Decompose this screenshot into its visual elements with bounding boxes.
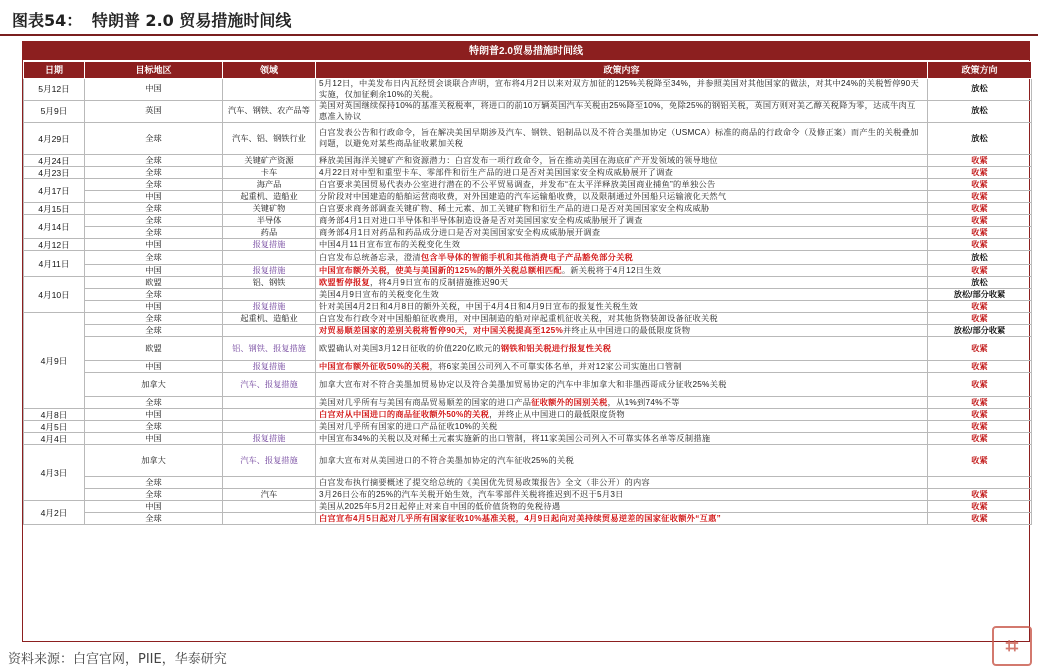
cell-direction: 收紧	[928, 445, 1032, 477]
cell-date: 4月24日	[24, 155, 85, 167]
cell-direction: 放松	[928, 123, 1032, 155]
cell-direction: 收紧	[928, 397, 1032, 409]
cell-date: 4月15日	[24, 203, 85, 215]
cell-field	[223, 251, 316, 265]
content-text: 针对美国4月2日和4月8日的额外关税，中国于4月4日和4月9日宣布的报复性关税生效	[319, 301, 638, 311]
cell-field	[223, 501, 316, 513]
cell-date: 4月14日	[24, 215, 85, 239]
cell-region: 全球	[85, 203, 223, 215]
cell-date: 4月29日	[24, 123, 85, 155]
header-row	[24, 62, 1032, 79]
cell-region: 全球	[85, 313, 223, 325]
content-text: 加拿大宣布对不符合美墨加贸易协定以及符合美墨加贸易协定的汽车中非加拿大和非墨西哥成分征收25%关税	[319, 379, 727, 389]
table-row	[24, 167, 1032, 179]
content-text: ，从1%到74%不等	[607, 397, 680, 407]
cell-direction: 放松	[928, 79, 1032, 101]
cell-policy-content	[316, 203, 928, 215]
cell-policy-content	[316, 477, 928, 489]
cell-direction: 放松	[928, 101, 1032, 123]
cell-field	[223, 289, 316, 301]
cell-policy-content	[316, 445, 928, 477]
cell-direction: 收紧	[928, 179, 1032, 191]
cell-direction: 收紧	[928, 301, 1032, 313]
cell-policy-content	[316, 325, 928, 337]
cell-field: 汽车、报复措施	[223, 445, 316, 477]
cell-region: 全球	[85, 123, 223, 155]
content-text: 加拿大宣布对从美国进口的不符合美墨加协定的汽车征收25%的关税	[319, 455, 574, 465]
cell-field	[223, 421, 316, 433]
cell-policy-content	[316, 433, 928, 445]
cell-date: 4月9日	[24, 313, 85, 409]
cell-policy-content	[316, 227, 928, 239]
highlighted-text: 白宫宣布4月5日起对几乎所有国家征收10%基准关税，4月9日起向对美持续贸易逆差的国家征收额外“互惠”	[319, 513, 721, 523]
cell-policy-content	[316, 409, 928, 421]
cell-date: 4月5日	[24, 421, 85, 433]
cell-field	[223, 397, 316, 409]
cell-field: 海产品	[223, 179, 316, 191]
table-row	[24, 227, 1032, 239]
col-header-direction: 政策方向	[928, 62, 1032, 79]
figure-header	[0, 0, 1038, 36]
content-text: 分阶段对中国建造的船舶运营商收费，对外国建造的汽车运输船收费，以及限制通过外国船只运输液化天然气	[319, 191, 727, 201]
table-row	[24, 101, 1032, 123]
cell-field	[223, 477, 316, 489]
highlighted-text: 中国宣布额外关税，使美与美国新的125%的额外关税总额相匹配	[319, 265, 562, 275]
col-header-field: 领域	[223, 62, 316, 79]
cell-date: 5月12日	[24, 79, 85, 101]
cell-region: 全球	[85, 325, 223, 337]
content-text: 中国4月11日宣布宣布的关税变化生效	[319, 239, 461, 249]
cell-direction: 收紧	[928, 215, 1032, 227]
table-row	[24, 409, 1032, 421]
content-text: 白宫发表公告和行政命令，旨在解决美国早期涉及汽车、钢铁、铝制品以及不符合美墨加协定（USMCA）标准的商品的行政命令（及修正案）而产生的关税叠加问题，以避免对某些商品征收累加关税	[319, 128, 919, 148]
cell-region: 加拿大	[85, 445, 223, 477]
table-row	[24, 477, 1032, 489]
cell-policy-content	[316, 155, 928, 167]
table-row	[24, 123, 1032, 155]
content-text: 。新关税将于4月12日生效	[561, 265, 662, 275]
cell-field: 报复措施	[223, 301, 316, 313]
cell-direction: 收紧	[928, 433, 1032, 445]
cell-direction: 收紧	[928, 227, 1032, 239]
cell-policy-content	[316, 239, 928, 251]
cell-region: 全球	[85, 215, 223, 227]
cell-date: 4月10日	[24, 277, 85, 313]
cell-direction	[928, 477, 1032, 489]
cell-field: 报复措施	[223, 433, 316, 445]
cell-region: 全球	[85, 167, 223, 179]
content-text: 美国4月9日宣布的关税变化生效	[319, 289, 440, 299]
cell-region: 中国	[85, 265, 223, 277]
highlighted-text: 征收额外的国别关税	[531, 397, 608, 407]
cell-region: 中国	[85, 433, 223, 445]
cell-field	[223, 79, 316, 101]
cell-field: 关键矿产资源	[223, 155, 316, 167]
table-row	[24, 215, 1032, 227]
table-row	[24, 433, 1032, 445]
cell-policy-content	[316, 179, 928, 191]
watermark-stamp: ⌗	[992, 626, 1032, 666]
table-caption: 特朗普2.0贸易措施时间线	[23, 42, 1029, 61]
cell-region: 全球	[85, 227, 223, 239]
cell-direction: 收紧	[928, 373, 1032, 397]
cell-field: 报复措施	[223, 265, 316, 277]
cell-region: 中国	[85, 501, 223, 513]
table-row	[24, 191, 1032, 203]
cell-direction: 放松/部分收紧	[928, 289, 1032, 301]
content-text: 4月22日对中型和重型卡车、零部件和衍生产品的进口是否对美国国家安全构成威胁展开了调查	[319, 167, 674, 177]
cell-field: 卡车	[223, 167, 316, 179]
cell-policy-content	[316, 361, 928, 373]
highlighted-text: 对贸易顺差国家的差别关税将暂停90天，对中国关税提高至125%	[319, 325, 564, 335]
content-text: 并终止从中国进口的最低限度货物	[563, 325, 691, 335]
cell-field: 报复措施	[223, 239, 316, 251]
cell-region: 中国	[85, 239, 223, 251]
table-row	[24, 239, 1032, 251]
cell-field: 关键矿物	[223, 203, 316, 215]
cell-field	[223, 325, 316, 337]
cell-date: 4月17日	[24, 179, 85, 203]
table-row	[24, 501, 1032, 513]
cell-region: 中国	[85, 409, 223, 421]
cell-region: 全球	[85, 477, 223, 489]
table-body	[24, 79, 1032, 525]
cell-region: 全球	[85, 421, 223, 433]
cell-direction: 收紧	[928, 167, 1032, 179]
cell-date: 4月2日	[24, 501, 85, 525]
cell-region: 欧盟	[85, 337, 223, 361]
table-row	[24, 251, 1032, 265]
cell-region: 全球	[85, 513, 223, 525]
cell-direction: 收紧	[928, 421, 1032, 433]
cell-region: 全球	[85, 179, 223, 191]
highlighted-text: 欧盟暂停报复	[319, 277, 370, 287]
table-row	[24, 301, 1032, 313]
table-row	[24, 79, 1032, 101]
col-header-region: 目标地区	[85, 62, 223, 79]
table-row	[24, 361, 1032, 373]
cell-policy-content	[316, 337, 928, 361]
table-row	[24, 289, 1032, 301]
cell-direction: 收紧	[928, 361, 1032, 373]
content-text: 商务部4月1日对进口半导体和半导体制造设备是否对美国国家安全构成威胁展开了调查	[319, 215, 643, 225]
table-row	[24, 513, 1032, 525]
cell-region: 加拿大	[85, 373, 223, 397]
table-row	[24, 397, 1032, 409]
cell-policy-content	[316, 489, 928, 501]
cell-date: 4月8日	[24, 409, 85, 421]
cell-policy-content	[316, 191, 928, 203]
cell-region: 中国	[85, 79, 223, 101]
content-text: 美国对英国继续保持10%的基准关税税率，将进口的前10万辆英国汽车关税由25%降至10%，免除25%的钢铝关税，英国方则对美乙醇关税降为零，达成牛肉互惠准入协议	[319, 101, 916, 121]
cell-region: 全球	[85, 397, 223, 409]
table-row	[24, 337, 1032, 361]
cell-date: 4月23日	[24, 167, 85, 179]
policy-table-container	[22, 41, 1030, 642]
highlighted-text: 白宫对从中国进口的商品征收额外50%的关税	[319, 409, 490, 419]
cell-direction: 收紧	[928, 501, 1032, 513]
table-row	[24, 325, 1032, 337]
content-text: 白宫发布总统备忘录，澄清	[319, 252, 421, 262]
cell-policy-content	[316, 313, 928, 325]
content-text: 中国宣布34%的关税以及对稀土元素实施新的出口管制，将11家美国公司列入不可靠实体名单等反制措施	[319, 433, 711, 443]
cell-direction: 收紧	[928, 313, 1032, 325]
cell-policy-content	[316, 101, 928, 123]
cell-direction: 放松/部分收紧	[928, 325, 1032, 337]
table-row	[24, 421, 1032, 433]
cell-direction: 放松	[928, 251, 1032, 265]
cell-policy-content	[316, 513, 928, 525]
cell-policy-content	[316, 251, 928, 265]
table-row	[24, 373, 1032, 397]
cell-region: 欧盟	[85, 277, 223, 289]
cell-field: 汽车	[223, 489, 316, 501]
cell-policy-content	[316, 397, 928, 409]
content-text: ，将6家美国公司列入不可靠实体名单，并对12家公司实施出口管制	[429, 361, 682, 371]
cell-policy-content	[316, 501, 928, 513]
highlighted-text: 钢铁和铝关税进行报复性关税	[500, 343, 612, 353]
cell-policy-content	[316, 265, 928, 277]
cell-direction: 收紧	[928, 409, 1032, 421]
cell-policy-content	[316, 215, 928, 227]
content-text: 欧盟确认对美国3月12日征收的价值220亿欧元的	[319, 343, 501, 353]
table-row	[24, 489, 1032, 501]
cell-field: 汽车、铝、钢铁行业	[223, 123, 316, 155]
content-text: ，将4月9日宣布的反制措施推迟90天	[369, 277, 509, 287]
content-text: 3月26日公布的25%的汽车关税开始生效，汽车零部件关税将推迟到不迟于5月3日	[319, 489, 624, 499]
table-row	[24, 277, 1032, 289]
cell-direction: 收紧	[928, 265, 1032, 277]
cell-field: 报复措施	[223, 361, 316, 373]
cell-region: 中国	[85, 301, 223, 313]
figure-number: 图表54：	[12, 11, 83, 30]
cell-policy-content	[316, 373, 928, 397]
table-row	[24, 313, 1032, 325]
content-text: ，并终止从中国进口的最低限度货物	[489, 409, 625, 419]
table-row	[24, 179, 1032, 191]
cell-region: 英国	[85, 101, 223, 123]
table-row	[24, 203, 1032, 215]
cell-direction: 收紧	[928, 337, 1032, 361]
content-text: 释放美国海洋关键矿产和资源潜力：白宫发布一项行政命令，旨在推动美国在海底矿产开发领域的领导地位	[319, 155, 718, 165]
cell-date: 4月12日	[24, 239, 85, 251]
cell-direction: 放松	[928, 277, 1032, 289]
policy-timeline-table	[23, 61, 1032, 525]
cell-field	[223, 513, 316, 525]
cell-field: 铝、钢铁、报复措施	[223, 337, 316, 361]
content-text: 5月12日，中美发布日内瓦经贸会谈联合声明，宣布将4月2日以来对双方加征的125%关税降至34%，并参照美国对其他国家的做法，对其中24%的关税暂停90天实施，仅加征剩余10%的关税。	[319, 79, 919, 99]
cell-date: 4月4日	[24, 433, 85, 445]
content-text: 美国对几乎所有国家的进口产品征收10%的关税	[319, 421, 498, 431]
cell-policy-content	[316, 421, 928, 433]
cell-field: 汽车、钢铁、农产品等	[223, 101, 316, 123]
table-header	[24, 62, 1032, 79]
highlighted-text: 包含半导体的智能手机和其他消费电子产品豁免部分关税	[420, 252, 634, 262]
cell-field: 起重机、造船业	[223, 313, 316, 325]
content-text: 美国对几乎所有与美国有商品贸易顺差的国家的进口产品	[319, 397, 532, 407]
table-row	[24, 265, 1032, 277]
cell-field: 起重机、造船业	[223, 191, 316, 203]
cell-direction: 收紧	[928, 191, 1032, 203]
cell-policy-content	[316, 301, 928, 313]
cell-region: 全球	[85, 251, 223, 265]
cell-direction: 收紧	[928, 203, 1032, 215]
cell-field: 半导体	[223, 215, 316, 227]
cell-direction: 收紧	[928, 239, 1032, 251]
cell-field: 药品	[223, 227, 316, 239]
cell-policy-content	[316, 167, 928, 179]
cell-date: 4月3日	[24, 445, 85, 501]
content-text: 白宫发布行政令对中国船舶征收费用，对中国制造的船对岸起重机征收关税，对其他货物装卸设备征收关税	[319, 313, 718, 323]
cell-date: 5月9日	[24, 101, 85, 123]
cell-policy-content	[316, 277, 928, 289]
table-row	[24, 155, 1032, 167]
col-header-date: 日期	[24, 62, 85, 79]
cell-direction: 收紧	[928, 513, 1032, 525]
cell-direction: 收紧	[928, 489, 1032, 501]
figure-title: 特朗普 2.0 贸易措施时间线	[91, 11, 292, 30]
cell-direction: 收紧	[928, 155, 1032, 167]
cell-field	[223, 409, 316, 421]
cell-field: 铝、钢铁	[223, 277, 316, 289]
cell-policy-content	[316, 79, 928, 101]
content-text: 白宫发布执行摘要概述了提交给总统的《美国优先贸易政策报告》全文（非公开）的内容	[319, 477, 651, 487]
cell-date: 4月11日	[24, 251, 85, 277]
cell-region: 中国	[85, 191, 223, 203]
cell-region: 全球	[85, 289, 223, 301]
content-text: 商务部4月1日对药品和药品成分进口是否对美国国家安全构成威胁展开调查	[319, 227, 601, 237]
content-text: 美国从2025年5月2日起停止对来自中国的低价值货物的免税待遇	[319, 501, 561, 511]
content-text: 白宫要求商务部调查关键矿物、稀土元素、加工关键矿物和衍生产品的进口是否对美国国家安全构成威胁	[319, 203, 710, 213]
content-text: 白宫要求美国贸易代表办公室进行潜在的不公平贸易调查，并发布“在太平洋释放美国商业捕鱼”的单独公告	[319, 179, 716, 189]
cell-region: 中国	[85, 361, 223, 373]
cell-region: 全球	[85, 155, 223, 167]
cell-policy-content	[316, 123, 928, 155]
highlighted-text: 中国宣布额外征收50%的关税	[319, 361, 430, 371]
cell-field: 汽车、报复措施	[223, 373, 316, 397]
cell-policy-content	[316, 289, 928, 301]
col-header-content: 政策内容	[316, 62, 928, 79]
source-note: 资料来源：白宫官网，PIIE，华泰研究	[8, 652, 227, 667]
table-row	[24, 445, 1032, 477]
cell-region: 全球	[85, 489, 223, 501]
